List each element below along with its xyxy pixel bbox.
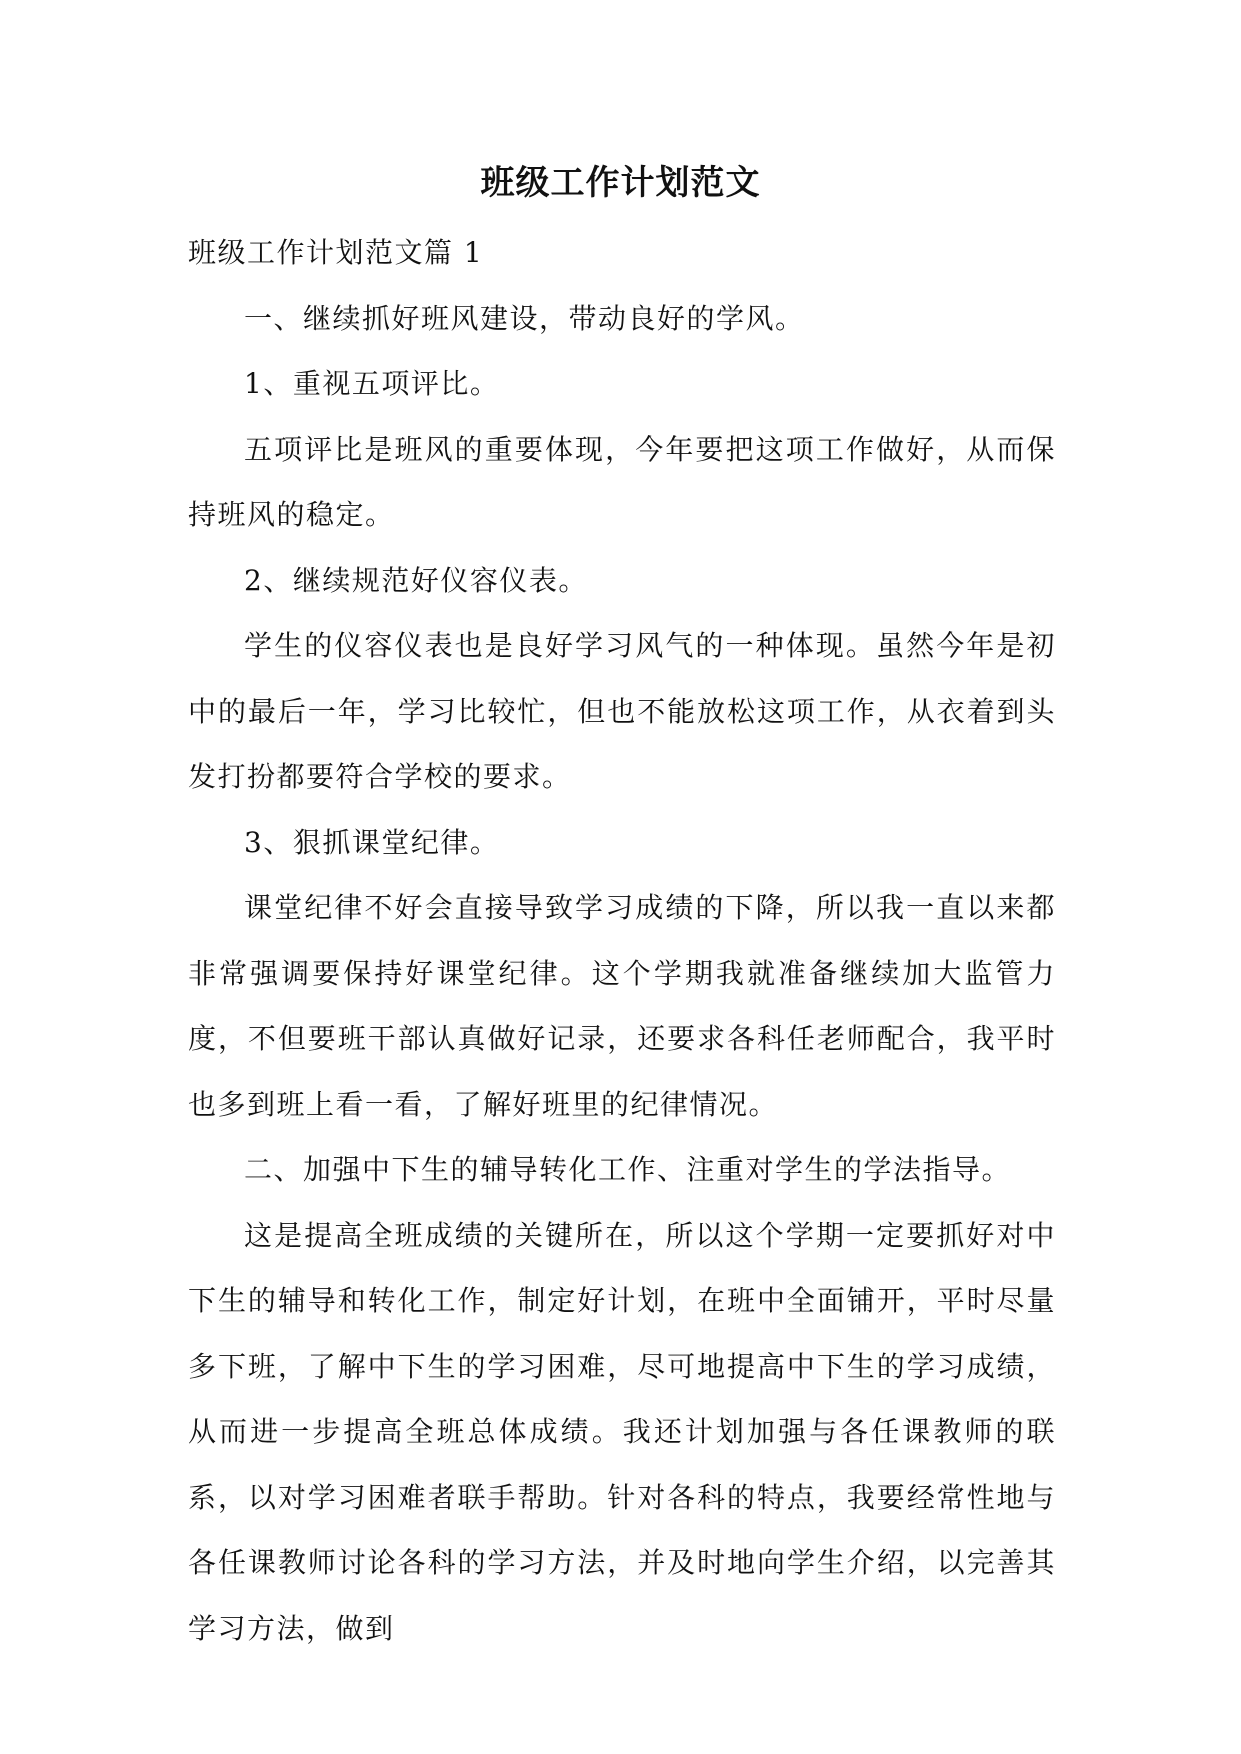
section-heading: 班级工作计划范文篇 1 bbox=[188, 236, 484, 269]
paragraph: 课堂纪律不好会直接导致学习成绩的下降，所以我一直以来都非常强调要保持好课堂纪律。这个学期我就准备继续加大监管力度，不但要班干部认真做好记录，还要求各科任老师配合，我平时也多到班上看一看，了解好班里的纪律情况。 bbox=[188, 891, 1056, 1121]
paragraph: 学生的仪容仪表也是良好学习风气的一种体现。虽然今年是初中的最后一年，学习比较忙，但也不能放松这项工作，从衣着到头发打扮都要符合学校的要求。 bbox=[188, 629, 1056, 793]
paragraph: 一、继续抓好班风建设，带动良好的学风。 bbox=[244, 301, 805, 335]
paragraph: 2、继续规范好仪容仪表。 bbox=[244, 563, 588, 597]
document-title: 班级工作计划范文 bbox=[480, 163, 761, 203]
paragraph: 二、加强中下生的辅导转化工作、注重对学生的学法指导。 bbox=[244, 1153, 1012, 1186]
paragraph: 3、狠抓课堂纪律。 bbox=[244, 825, 500, 859]
paragraph: 这是提高全班成绩的关键所在，所以这个学期一定要抓好对中下生的辅导和转化工作，制定好计划，在班中全面铺开，平时尽量多下班，了解中下生的学习困难，尽可地提高中下生的学习成绩，从而进一步提高全班总体成绩。我还计划加强与各任课教师的联系，以对学习困难者联手帮助。针对各科的特点，我要经常性地与各任课教师讨论各科的学习方法，并及时地向学生介绍，以完善其学习方法，做到 bbox=[188, 1218, 1056, 1645]
document-body bbox=[188, 220, 1056, 1661]
paragraph: 1、重视五项评比。 bbox=[244, 367, 500, 400]
paragraph: 五项评比是班风的重要体现，今年要把这项工作做好，从而保持班风的稳定。 bbox=[188, 432, 1056, 531]
